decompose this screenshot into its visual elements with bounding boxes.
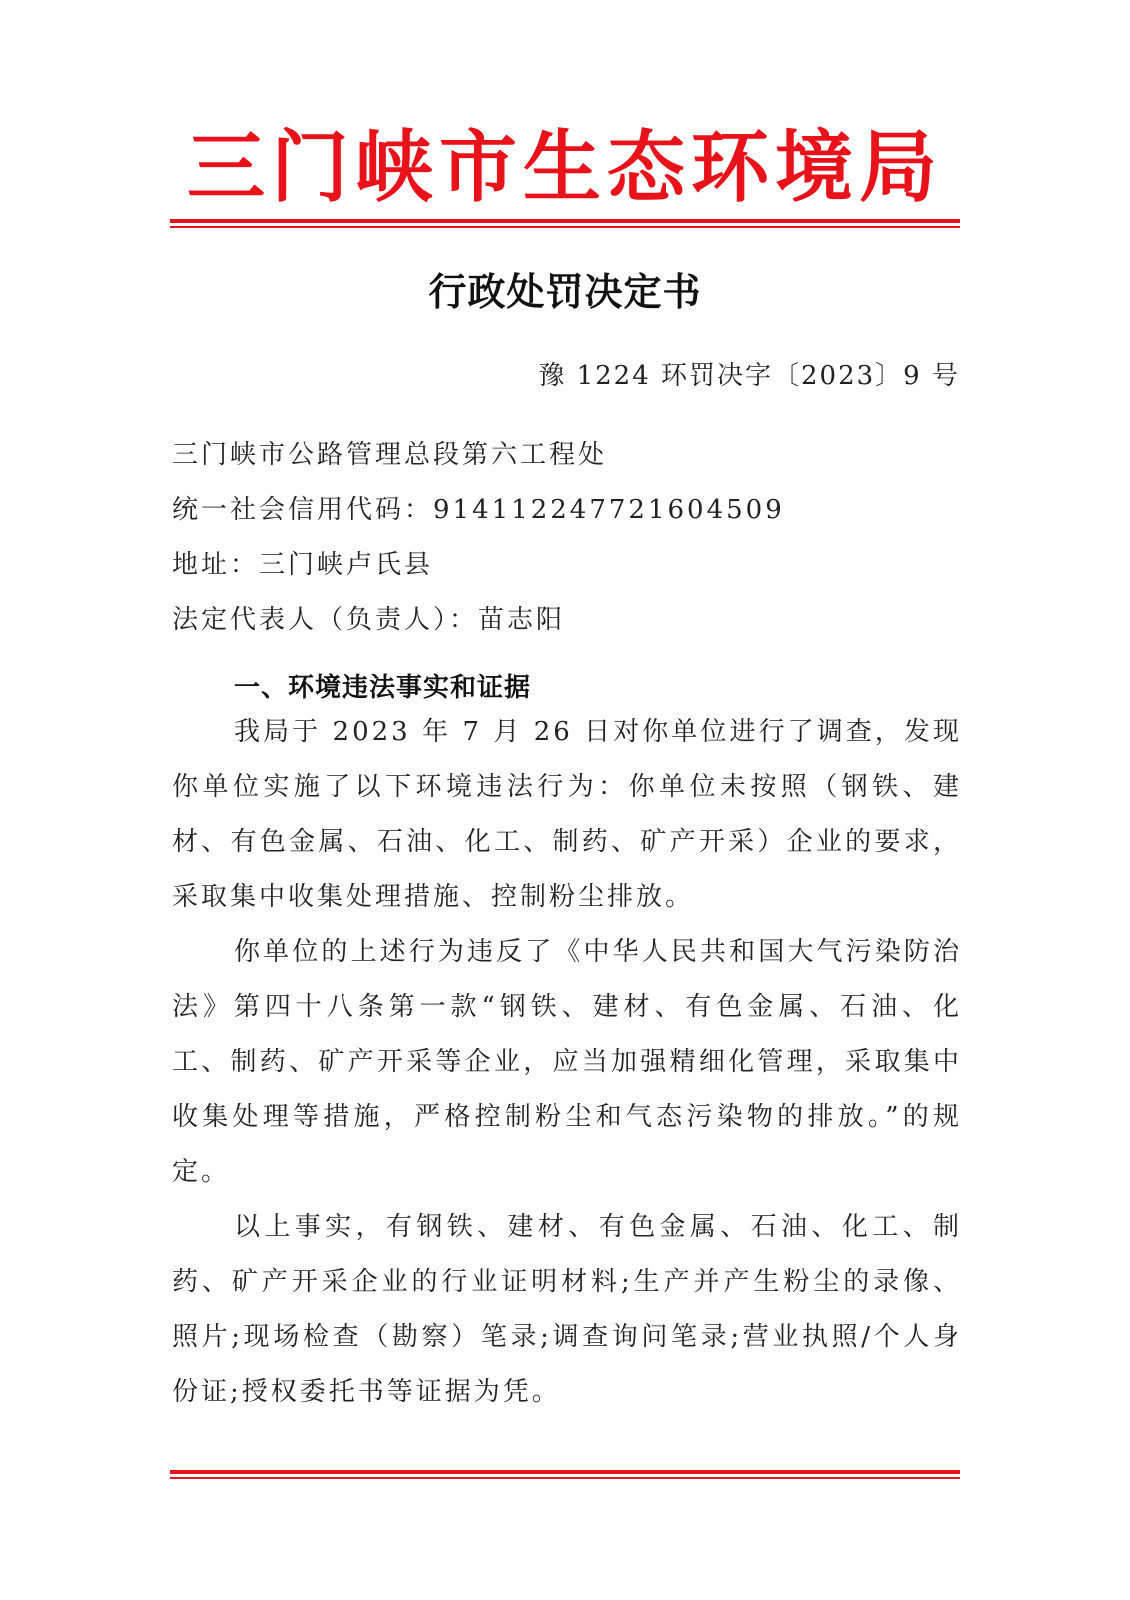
paragraph-legal-basis: 你单位的上述行为违反了《中华人民共和国大气污染防治法》第四十八条第一款“钢铁、建材、有色金属、石油、化工、制药、矿产开采等企业，应当加强精细化管理，采取集中收集处理等措施，严格控制粉尘和气态污染物的排放。”的规定。 [172,937,962,1187]
recipient-address: 地址：三门峡卢氏县 [172,550,434,580]
footer-red-rule-thin [170,1477,960,1479]
header-red-rule-thick [170,219,960,223]
document-title: 行政处罚决定书 [428,269,702,314]
section-heading-violation-facts: 一、环境违法事实和证据 [234,673,532,703]
footer-red-rule [170,1470,960,1479]
recipient-legal-representative: 法定代表人（负责人）：苗志阳 [172,605,566,635]
recipient-credit-code: 统一社会信用代码：914112247721604509 [172,495,785,525]
paragraph-investigation: 我局于 2023 年 7 月 26 日对你单位进行了调查，发现你单位实施了以下环境违法行为：你单位未按照（钢铁、建材、有色金属、石油、化工、制药、矿产开采）企业的要求，采取集中收集处理措施、控制粉尘排放。 [172,717,962,912]
paragraph-evidence: 以上事实，有钢铁、建材、有色金属、石油、化工、制药、矿产开采企业的行业证明材料;生产并产生粉尘的录像、照片;现场检查（勘察）笔录;调查询问笔录;营业执照/个人身份证;授权委托书等证据为凭。 [172,1212,962,1407]
header-red-rule-thin [170,226,960,228]
document-number: 豫 1224 环罚决字〔2023〕9 号 [538,361,960,391]
agency-title: 三门峡市生态环境局 [186,122,943,213]
header-red-rule [170,219,960,228]
footer-red-rule-thick [170,1470,960,1474]
recipient-name: 三门峡市公路管理总段第六工程处 [172,440,608,470]
